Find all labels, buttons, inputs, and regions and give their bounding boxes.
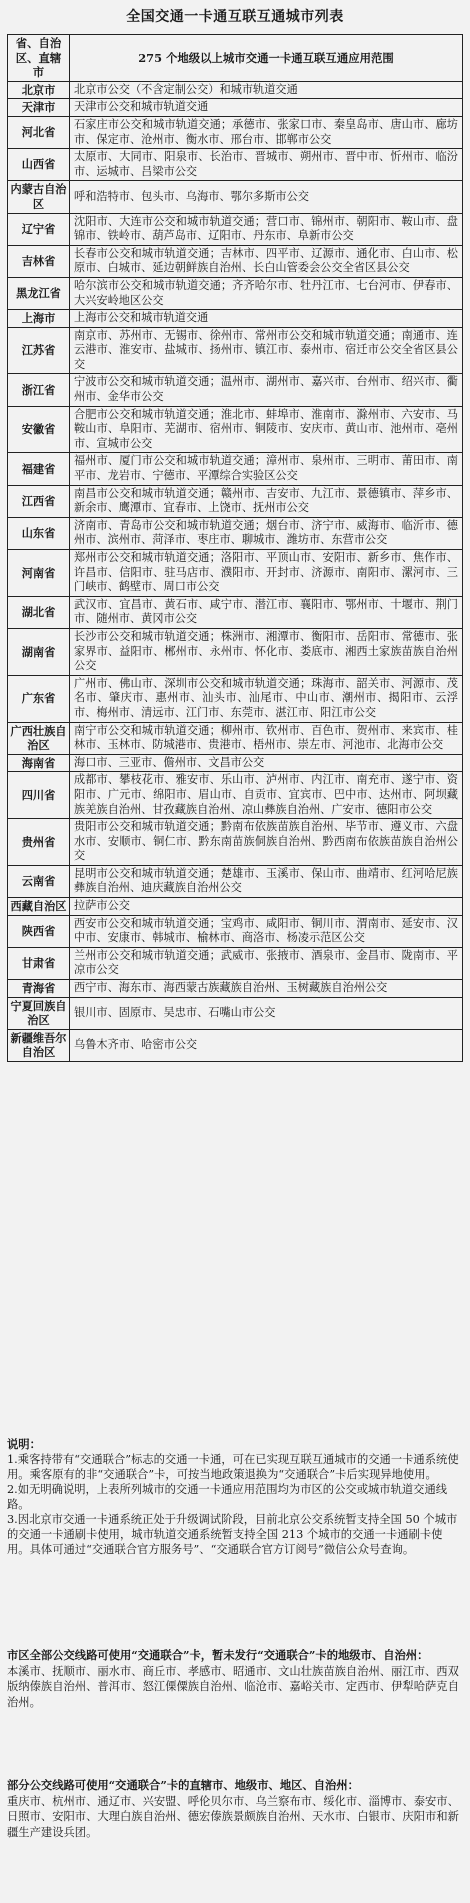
scope-cell: 上海市公交和城市轨道交通 — [70, 310, 463, 328]
scope-cell: 长沙市公交和城市轨道交通；株洲市、湘潭市、衡阳市、岳阳市、常德市、张家界市、益阳市、郴州市、永州市、怀化市、娄底市、湘西土家族苗族自治州公交 — [70, 628, 463, 675]
table-row — [8, 754, 463, 772]
note-item: 1.乘客持带有“交通联合”标志的交通一卡通，可在已实现互联互通城市的交通一卡通系统使用。乘客原有的非“交通联合”卡，可按当地政策退换为“交通联合”卡后实现异地使用。 — [7, 1453, 459, 1481]
scope-cell: 沈阳市、大连市公交和城市轨道交通；营口市、锦州市、朝阳市、鞍山市、盘锦市、铁岭市、葫芦岛市、辽阳市、丹东市、阜新市公交 — [70, 213, 463, 245]
scope-cell: 呼和浩特市、包头市、乌海市、鄂尔多斯市公交 — [70, 181, 463, 213]
province-cell: 新疆维吾尔自治区 — [8, 1029, 70, 1061]
scope-cell: 宁波市公交和城市轨道交通；温州市、湖州市、嘉兴市、台州市、绍兴市、衢州市、金华市公交 — [70, 374, 463, 406]
province-cell: 山东省 — [8, 517, 70, 549]
table-row — [8, 550, 463, 597]
scope-cell: 长春市公交和城市轨道交通；吉林市、四平市、辽源市、通化市、白山市、松原市、白城市、延边朝鲜族自治州、长白山管委会公交全省区县公交 — [70, 245, 463, 277]
province-cell: 内蒙古自治区 — [8, 181, 70, 213]
province-cell: 湖北省 — [8, 596, 70, 628]
table-row — [8, 453, 463, 485]
scope-cell: 石家庄市公交和城市轨道交通；承德市、张家口市、秦皇岛市、唐山市、廊坊市、保定市、沧州市、衡水市、邢台市、邯郸市公交 — [70, 116, 463, 148]
notes-heading: 说明： — [7, 1437, 41, 1451]
note-item: 3.因北京市交通一卡通系统正处于升级调试阶段，目前北京公交系统暂支持全国 50 个城市的交通一卡通刷卡使用，城市轨道交通系统暂支持全国 213 个城市的交通一卡通刷卡使用。具体可通过“交通联合官方服务号”、“交通联合官方订阅号”微信公众号查询。 — [7, 1513, 458, 1556]
province-cell: 北京市 — [8, 81, 70, 99]
table-row — [8, 898, 463, 916]
scope-cell: 拉萨市公交 — [70, 898, 463, 916]
table-row — [8, 865, 463, 897]
table-row — [8, 980, 463, 998]
province-cell: 青海省 — [8, 980, 70, 998]
header-province: 省、自治区、直辖市 — [8, 35, 70, 82]
province-cell: 河南省 — [8, 550, 70, 597]
scope-cell: 昆明市公交和城市轨道交通；楚雄市、玉溪市、保山市、曲靖市、红河哈尼族彝族自治州、迪庆藏族自治州公交 — [70, 865, 463, 897]
province-cell: 陕西省 — [8, 915, 70, 947]
table-row — [8, 310, 463, 328]
scope-cell: 南宁市公交和城市轨道交通；柳州市、钦州市、百色市、贺州市、来宾市、桂林市、玉林市、防城港市、贵港市、梧州市、崇左市、河池市、北海市公交 — [70, 722, 463, 754]
province-cell: 甘肃省 — [8, 947, 70, 979]
scope-cell: 济南市、青岛市公交和城市轨道交通；烟台市、济宁市、威海市、临沂市、德州市、滨州市、菏泽市、枣庄市、聊城市、潍坊市、东营市公交 — [70, 517, 463, 549]
note-item: 2.如无明确说明，上表所列城市的交通一卡通应用范围均为市区的公交或城市轨道交通线路。 — [7, 1483, 448, 1511]
table-row — [8, 517, 463, 549]
table-row — [8, 213, 463, 245]
table-row — [8, 675, 463, 722]
table-body — [8, 81, 463, 1061]
scope-cell: 南昌市公交和城市轨道交通；赣州市、吉安市、九江市、景德镇市、萍乡市、新余市、鹰潭市、宜春市、上饶市、抚州市公交 — [70, 485, 463, 517]
province-cell: 河北省 — [8, 116, 70, 148]
province-cell: 安徽省 — [8, 406, 70, 453]
province-cell: 辽宁省 — [8, 213, 70, 245]
section-unissued-title: 市区全部公交线路可使用“交通联合”卡，暂未发行“交通联合”卡的地级市、自治州： — [7, 1648, 429, 1662]
province-cell: 四川省 — [8, 772, 70, 819]
table-row — [8, 947, 463, 979]
province-cell: 西藏自治区 — [8, 898, 70, 916]
table-row — [8, 628, 463, 675]
section-unissued-body: 本溪市、抚顺市、丽水市、商丘市、孝感市、昭通市、文山壮族苗族自治州、丽江市、西双版纳傣族自治州、普洱市、怒江傈僳族自治州、临沧市、嘉峪关市、定西市、伊犁哈萨克自治州。 — [7, 1664, 459, 1709]
table-row — [8, 915, 463, 947]
table-row — [8, 181, 463, 213]
notes — [7, 1437, 463, 1557]
scope-cell: 福州市、厦门市公交和城市轨道交通；漳州市、泉州市、三明市、莆田市、南平市、龙岩市、宁德市、平潭综合实验区公交 — [70, 453, 463, 485]
header-scope: 275 个地级以上城市交通一卡通互联互通应用范围 — [70, 35, 463, 82]
province-cell: 江西省 — [8, 485, 70, 517]
province-cell: 云南省 — [8, 865, 70, 897]
scope-cell: 贵阳市公交和城市轨道交通；黔南布依族苗族自治州、毕节市、遵义市、六盘水市、安顺市、铜仁市、黔东南苗族侗族自治州、黔西南布依族苗族自治州公交 — [70, 819, 463, 866]
city-table — [7, 34, 463, 1062]
table-row — [8, 485, 463, 517]
province-cell: 天津市 — [8, 99, 70, 117]
table-row — [8, 245, 463, 277]
table-row — [8, 406, 463, 453]
province-cell: 吉林省 — [8, 245, 70, 277]
table-row — [8, 596, 463, 628]
province-cell: 湖南省 — [8, 628, 70, 675]
scope-cell: 西安市公交和城市轨道交通；宝鸡市、咸阳市、铜川市、渭南市、延安市、汉中市、安康市、韩城市、榆林市、商洛市、杨凌示范区公交 — [70, 915, 463, 947]
table-row — [8, 374, 463, 406]
scope-cell: 广州市、佛山市、深圳市公交和城市轨道交通；珠海市、韶关市、河源市、茂名市、肇庆市、惠州市、汕头市、汕尾市、中山市、潮州市、揭阳市、云浮市、梅州市、清远市、江门市、东莞市、湛江市、阳江市公交 — [70, 675, 463, 722]
table-row — [8, 81, 463, 99]
table-row — [8, 327, 463, 374]
scope-cell: 北京市公交（不含定制公交）和城市轨道交通 — [70, 81, 463, 99]
province-cell: 浙江省 — [8, 374, 70, 406]
province-cell: 海南省 — [8, 754, 70, 772]
province-cell: 宁夏回族自治区 — [8, 997, 70, 1029]
province-cell: 贵州省 — [8, 819, 70, 866]
table-row — [8, 772, 463, 819]
section-partial-body: 重庆市、杭州市、通辽市、兴安盟、呼伦贝尔市、乌兰察布市、绥化市、淄博市、泰安市、日照市、安阳市、大理白族自治州、德宏傣族景颇族自治州、天水市、白银市、庆阳市和新疆生产建设兵团。 — [7, 1794, 459, 1839]
scope-cell: 哈尔滨市公交和城市轨道交通；齐齐哈尔市、牡丹江市、七台河市、伊春市、大兴安岭地区公交 — [70, 277, 463, 309]
province-cell: 上海市 — [8, 310, 70, 328]
table-header-row — [8, 35, 463, 82]
scope-cell: 合肥市公交和城市轨道交通；淮北市、蚌埠市、淮南市、滁州市、六安市、马鞍山市、阜阳市、芜湖市、宿州市、铜陵市、安庆市、黄山市、池州市、亳州市、宣城市公交 — [70, 406, 463, 453]
scope-cell: 银川市、固原市、吴忠市、石嘴山市公交 — [70, 997, 463, 1029]
table-row — [8, 819, 463, 866]
province-cell: 广西壮族自治区 — [8, 722, 70, 754]
section-partial-title: 部分公交线路可使用“交通联合”卡的直辖市、地级市、地区、自治州： — [7, 1778, 359, 1792]
table-row — [8, 722, 463, 754]
scope-cell: 兰州市公交和城市轨道交通；武威市、张掖市、酒泉市、金昌市、陇南市、平凉市公交 — [70, 947, 463, 979]
province-cell: 山西省 — [8, 149, 70, 181]
province-cell: 江苏省 — [8, 327, 70, 374]
table-row — [8, 1029, 463, 1061]
scope-cell: 天津市公交和城市轨道交通 — [70, 99, 463, 117]
scope-cell: 成都市、攀枝花市、雅安市、乐山市、泸州市、内江市、南充市、遂宁市、资阳市、广元市、绵阳市、眉山市、自贡市、宜宾市、巴中市、达州市、阿坝藏族羌族自治州、甘孜藏族自治州、凉山彝族自治州、广安市、德阳市公交 — [70, 772, 463, 819]
scope-cell: 郑州市公交和城市轨道交通；洛阳市、平顶山市、安阳市、新乡市、焦作市、许昌市、信阳市、驻马店市、濮阳市、开封市、济源市、南阳市、漯河市、三门峡市、鹤壁市、周口市公交 — [70, 550, 463, 597]
table-row — [8, 997, 463, 1029]
scope-cell: 西宁市、海东市、海西蒙古族藏族自治州、玉树藏族自治州公交 — [70, 980, 463, 998]
province-cell: 广东省 — [8, 675, 70, 722]
scope-cell: 海口市、三亚市、儋州市、文昌市公交 — [70, 754, 463, 772]
table-row — [8, 149, 463, 181]
province-cell: 黑龙江省 — [8, 277, 70, 309]
document-title: 全国交通一卡通互联互通城市列表 — [126, 9, 344, 25]
scope-cell: 武汉市、宜昌市、黄石市、咸宁市、潜江市、襄阳市、鄂州市、十堰市、荆门市、随州市、黄冈市公交 — [70, 596, 463, 628]
scope-cell: 乌鲁木齐市、哈密市公交 — [70, 1029, 463, 1061]
table-row — [8, 277, 463, 309]
table-row — [8, 116, 463, 148]
section-partial-lines — [7, 1778, 463, 1840]
scope-cell: 太原市、大同市、阳泉市、长治市、晋城市、朔州市、晋中市、忻州市、临汾市、运城市、吕梁市公交 — [70, 149, 463, 181]
table-row — [8, 99, 463, 117]
scope-cell: 南京市、苏州市、无锡市、徐州市、常州市公交和城市轨道交通；南通市、连云港市、淮安市、盐城市、扬州市、镇江市、泰州市、宿迁市公交全省区县公交 — [70, 327, 463, 374]
province-cell: 福建省 — [8, 453, 70, 485]
section-unissued-cities — [7, 1648, 463, 1710]
